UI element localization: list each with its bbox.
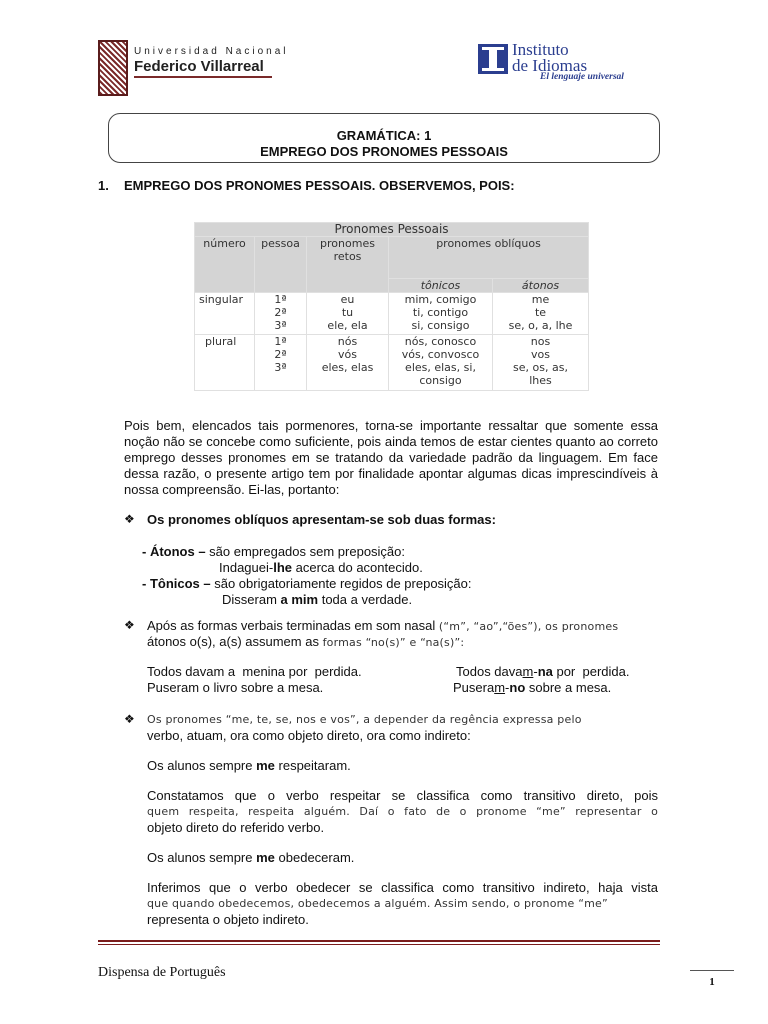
tonicos-example-post: toda a verdade. (318, 592, 413, 607)
tonicos-desc: são obrigatoriamente regidos de preposição: (210, 576, 472, 591)
bullet1-text: Os pronomes oblíquos apresentam-se sob duas formas: (147, 512, 496, 527)
footer-rule-thin (98, 944, 660, 945)
example1-right-bold: na (537, 664, 553, 679)
constatamos-line3: objeto direto do referido verbo. (147, 820, 325, 835)
inferimos-line1: Inferimos que o verbo obedecer se classifica como transitivo indireto, haja vista (147, 880, 658, 895)
example1-right (456, 664, 629, 680)
table-cell-pessoa: 1ª 2ª 3ª (255, 335, 307, 391)
institute-tagline: El lenguaje universal (540, 72, 624, 82)
bullet2-line2 (147, 634, 464, 651)
table-cell-numero: singular (195, 293, 255, 335)
bullet2-line1 (147, 618, 618, 635)
example2-right-dash: - (505, 680, 510, 695)
constatamos-line1: Constatamos que o verbo respeitar se classifica como transitivo direto, pois (147, 788, 658, 803)
footer-text: Dispensa de Português (98, 965, 226, 980)
university-crest-logo (98, 40, 128, 96)
example2-right-post: sobre a mesa. (525, 680, 612, 695)
university-name-line1: Universidad Nacional (134, 46, 289, 57)
section-number: 1. (98, 178, 109, 193)
table-cell-pessoa: 1ª 2ª 3ª (255, 293, 307, 335)
atonos-example-pre: Indaguei- (219, 560, 274, 575)
constatamos-line2: quem respeita, respeita alguém. Daí o fato de o pronome “me” representar o (147, 805, 658, 818)
bullet2-line1-text: Após as formas verbais terminadas em som nasal (147, 618, 439, 633)
bullet3-line2: verbo, atuam, ora como objeto direto, ora como indireto: (147, 728, 471, 743)
example2-right-underline: m (494, 680, 506, 695)
table-title: Pronomes Pessoais (195, 223, 589, 237)
tonicos-example (222, 592, 412, 608)
title-line2: EMPREGO DOS PRONOMES PESSOAIS (260, 144, 508, 159)
page-number-rule (690, 970, 734, 971)
table-subheader-tonicos: tônicos (389, 279, 493, 293)
atonos-label: - Átonos – (142, 544, 206, 559)
table-cell-numero: plural (195, 335, 255, 391)
tonicos-label: - Tônicos – (142, 576, 211, 591)
inferimos-line2: que quando obedecemos, obedecemos a alguém. Assim sendo, o pronome “me” (147, 897, 608, 910)
table-cell-retos: eu tu ele, ela (307, 293, 389, 335)
table-cell-tonicos: mim, comigo ti, contigo si, consigo (389, 293, 493, 335)
example-respeitaram-pre: Os alunos sempre (147, 758, 257, 773)
example2-right (453, 680, 611, 696)
table-cell-atonos: me te se, o, a, lhe (493, 293, 589, 335)
example1-right-dash: - (533, 664, 538, 679)
table-header-retos: pronomes retos (307, 237, 389, 293)
diamond-bullet-icon: ❖ (124, 712, 135, 726)
example-obedeceram-pre: Os alunos sempre (147, 850, 257, 865)
atonos-desc: são empregados sem preposição: (205, 544, 406, 559)
example1-right-underline: m (522, 664, 534, 679)
table-cell-tonicos: nós, conosco vós, convosco eles, elas, si, consigo (389, 335, 493, 391)
page-title-box (108, 113, 660, 163)
example-respeitaram-post: respeitaram. (274, 758, 351, 773)
table-header-obliquos: pronomes oblíquos (389, 237, 589, 279)
page-number: 1 (709, 976, 715, 988)
bullet3-line1: Os pronomes “me, te, se, nos e vos”, a depender da regência expressa pelo (147, 713, 582, 726)
tonicos-example-bold: a mim (280, 592, 319, 607)
tonicos-line (142, 576, 472, 592)
atonos-line (142, 544, 405, 560)
intro-paragraph: Pois bem, elencados tais pormenores, torna-se importante ressaltar que somente essa noção não se concebe como suficiente, pois ainda temos de estar cientes quanto ao correto emprego desses pronomes em se tratando da variedade padrão da linguagem. Em face dessa razão, o presente artigo tem por finalidade apontar algumas dicas imprescindíveis à nossa compreensão. Ei-las, portanto: (124, 418, 658, 497)
institute-name-line2: de Idiomas (512, 56, 588, 75)
example-respeitaram-bold: me (256, 758, 275, 773)
bullet2-line2-text: átonos o(s), a(s) assumem as (147, 634, 323, 649)
institute-name-line1: Instituto (512, 40, 569, 59)
atonos-example-bold: lhe (273, 560, 293, 575)
example-obedeceram (147, 850, 354, 866)
example2-left: Puseram o livro sobre a mesa. (147, 680, 324, 695)
example2-right-pre: Pusera (453, 680, 495, 695)
example-respeitaram (147, 758, 351, 774)
table-header-numero: número (195, 237, 255, 293)
title-line1: GRAMÁTICA: 1 (336, 128, 432, 143)
example1-left: Todos davam a menina por perdida. (147, 664, 362, 679)
institute-logo-icon (478, 44, 508, 74)
inferimos-line3: representa o objeto indireto. (147, 912, 309, 927)
tonicos-example-pre: Disseram (222, 592, 281, 607)
bullet2-line1-quote: (“m”, “ao”,“ões”), os pronomes (438, 620, 619, 633)
bullet2-line2-quote: formas “no(s)” e “na(s)”: (322, 636, 465, 649)
footer-rule (98, 940, 660, 942)
pronomes-pessoais-table (194, 222, 589, 391)
university-name-line2: Federico Villarreal (134, 58, 264, 75)
table-header-pessoa: pessoa (255, 237, 307, 293)
table-subheader-atonos: átonos (493, 279, 589, 293)
diamond-bullet-icon: ❖ (124, 618, 135, 632)
table-cell-retos: nós vós eles, elas (307, 335, 389, 391)
table-cell-atonos: nos vos se, os, as, lhes (493, 335, 589, 391)
example-obedeceram-post: obedeceram. (274, 850, 355, 865)
university-underline (134, 76, 272, 78)
example2-right-bold: no (509, 680, 526, 695)
atonos-example-post: acerca do acontecido. (292, 560, 423, 575)
example1-right-post: por perdida. (552, 664, 630, 679)
example-obedeceram-bold: me (256, 850, 275, 865)
diamond-bullet-icon: ❖ (124, 512, 135, 526)
section-heading: EMPREGO DOS PRONOMES PESSOAIS. OBSERVEMOS, POIS: (124, 178, 515, 193)
example1-right-pre: Todos dava (456, 664, 523, 679)
atonos-example (219, 560, 423, 576)
